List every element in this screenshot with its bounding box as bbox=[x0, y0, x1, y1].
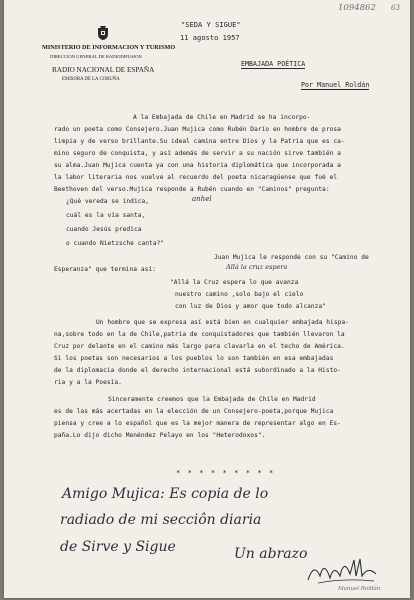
archive-number: 1094862 bbox=[338, 3, 376, 13]
program-title: "SEDA Y SIGUE" bbox=[181, 21, 241, 29]
quote-line: cuando Jesús predica bbox=[66, 226, 142, 233]
text-line: piensa y cree a lo español que es la mejor manera de representar algo en Es- bbox=[54, 420, 341, 427]
handwritten-line: Amigo Mujica: Es copia de lo bbox=[62, 486, 269, 502]
quote-line: con luz de Dios y amor que todo alcanza" bbox=[175, 303, 327, 310]
byline: Por Manuel Roldán bbox=[301, 81, 370, 89]
quote-line: o cuando Nietzsche canta?" bbox=[66, 240, 165, 247]
quote-line: "Allá la Cruz espera lo que avanza bbox=[170, 279, 299, 286]
signature-name: Manuel Roldán bbox=[338, 586, 381, 592]
text-line: Un hombre que se expresa así está bien en cualquier embajada hispa- bbox=[96, 319, 349, 326]
handwritten-line: radiado de mi secciôn diaria bbox=[60, 512, 262, 528]
handwritten-line: Un abrazo bbox=[234, 546, 308, 562]
text-line: ria y a la Poesía. bbox=[54, 379, 122, 386]
text-line: Esperanza" que termina así: bbox=[54, 266, 156, 273]
text-line: su alma.Juan Mujica cuenta ya con una historia diplomática que incorporada a bbox=[54, 162, 341, 169]
radio-header: RADIO NACIONAL DE ESPAÑA bbox=[52, 66, 155, 74]
separator: * * * * * * * * * bbox=[176, 469, 275, 477]
text-line: Beethoven del verso.Mujica responde a Rubén cuando en "Caminos" pregunta: bbox=[54, 186, 330, 193]
text-line: es de las más acertadas en la elección de un Consejero-poeta,porque Mujica bbox=[54, 408, 334, 415]
text-line: A la Embajada de Chile en Madrid se ha incorpo- bbox=[133, 114, 311, 121]
handwritten-line: de Sirve y Sigue bbox=[60, 539, 176, 555]
document-page bbox=[4, 0, 410, 598]
quote-line: nuestro camino ,solo bajo el cielo bbox=[175, 291, 304, 298]
direction-header: DIRECCION GENERAL DE RADIODIFUSION bbox=[50, 54, 142, 59]
section-title: EMBAJADA POÉTICA bbox=[241, 60, 306, 68]
text-line: limpia y de verso brillante.Su ideal camina entre Dios y la Patria que es ca- bbox=[54, 138, 345, 145]
margin-note: anhel bbox=[192, 195, 212, 203]
ministry-header: MINISTERIO DE INFORMACION Y TURISMO bbox=[42, 44, 176, 51]
text-line: na,sobre todo en la de Chile,patria de conquistadores que también llevaron la bbox=[54, 331, 345, 338]
text-line: rado un poeta como Consejero.Juan Mujica como Rubén Darío en hombre de prosa bbox=[54, 126, 341, 133]
text-line: Juan Mujica le responde con su "Camino de bbox=[214, 254, 369, 261]
text-line: paña.Lo dijo dicho Menéndez Pelayo en los "Heterodoxos". bbox=[54, 432, 266, 439]
archive-page: 63 bbox=[391, 4, 400, 12]
margin-note: Allá la cruz espera bbox=[226, 263, 288, 271]
text-line: la labor literaria nos vuelve al recuerdo del poeta nicaragüense que fué el bbox=[54, 174, 338, 181]
text-line: Si los poetas son necesarios a los pueblos lo son también en esa embajadas bbox=[54, 355, 334, 362]
broadcast-date: 11 agosto 1957 bbox=[180, 34, 240, 42]
quote-line: ¿Qué vereda se indica, bbox=[66, 198, 150, 205]
text-line: Cruz por delante en el camino más largo para clavarla en el techo de América. bbox=[54, 343, 345, 350]
text-line: Sinceramente creemos que la Embajada de Chile en Madrid bbox=[108, 396, 316, 403]
text-line: de la diplomacia donde el derecho internacional está subordinado a la Histo- bbox=[54, 367, 341, 374]
station-header: EMISORA DE LA CORUÑA bbox=[62, 77, 120, 82]
coat-of-arms-icon bbox=[96, 25, 110, 41]
signature-icon bbox=[304, 556, 380, 586]
quote-line: cuál es la vía santa, bbox=[66, 212, 146, 219]
text-line: mino seguro de conquista, y así además de servir a su nación sirve también a bbox=[54, 150, 341, 157]
